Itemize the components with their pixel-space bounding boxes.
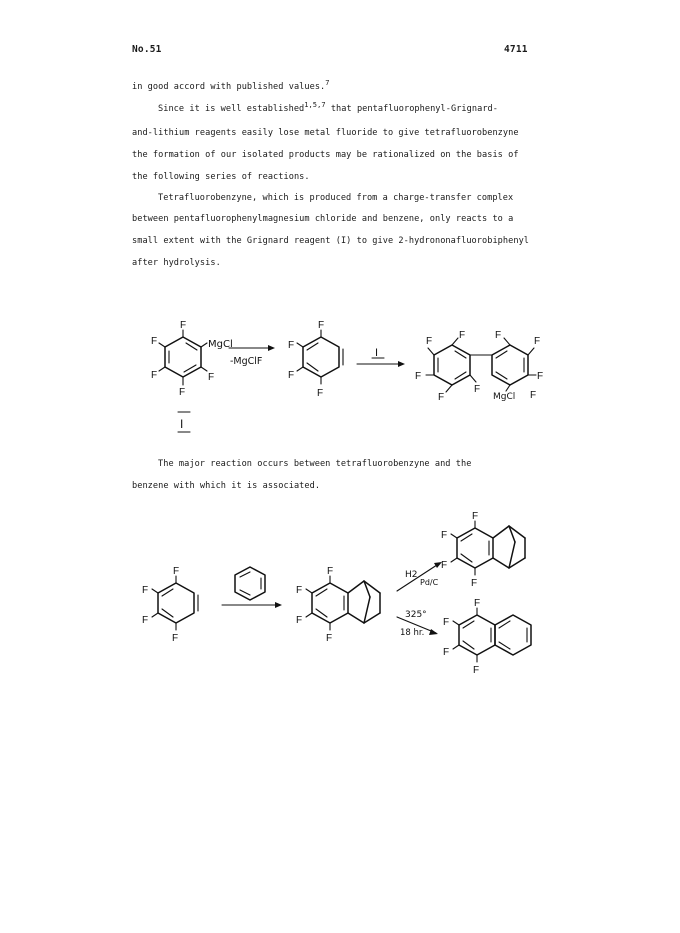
reagent-label: -MgClF <box>230 356 263 367</box>
atom-label: F <box>459 330 466 341</box>
atom-label: F <box>151 336 158 347</box>
catalyst-label: Pd/C <box>420 578 439 587</box>
atom-label: F <box>441 530 448 541</box>
atom-label: F <box>426 336 433 347</box>
reagent-label: H2 <box>405 570 418 580</box>
atom-label: F <box>142 585 149 596</box>
atom-label: F <box>173 566 180 577</box>
atom-label: F <box>441 560 448 571</box>
tetrafluorobenzyne-structure <box>288 320 343 399</box>
reference-superscript: 1,5,7 <box>304 101 326 109</box>
atom-label: F <box>474 384 481 395</box>
body-text-line: the following series of reactions. <box>132 172 310 182</box>
atom-label: F <box>288 370 295 381</box>
issue-number: No.51 <box>132 44 162 55</box>
body-text-line: Tetrafluorobenzyne, which is produced from a charge-transfer complex <box>158 193 514 203</box>
atom-label: F <box>473 665 480 676</box>
atom-label: F <box>318 320 325 331</box>
atom-label: F <box>151 370 158 381</box>
reagent-label: I <box>375 347 379 359</box>
atom-label: F <box>288 340 295 351</box>
atom-label: F <box>537 371 544 382</box>
benzobarrelene-adduct-structure <box>296 566 380 644</box>
atom-label: F <box>142 615 149 626</box>
substituent-label: MgCl <box>493 392 516 402</box>
body-text-line: in good accord with published values.$^7$ <box>132 79 330 92</box>
body-text-line: benzene with which it is associated. <box>132 481 321 491</box>
atom-label: F <box>180 320 187 331</box>
time-label: 18 hr. <box>400 628 425 638</box>
tetrafluoronaphthalene-structure <box>443 598 531 676</box>
atom-label: F <box>326 633 333 644</box>
reaction-scheme-2 <box>0 505 680 695</box>
reference-superscript: 7 <box>325 79 330 87</box>
body-text-line: Since it is well established$^{1,5,7}$ that pentafluorophenyl-Grignard- <box>158 101 498 114</box>
atom-label: F <box>317 388 324 399</box>
body-text-line: The major reaction occurs between tetrafluorobenzyne and the <box>158 459 472 469</box>
pentafluorophenyl-grignard-structure <box>151 320 233 432</box>
hydrogenated-adduct-structure <box>441 511 525 589</box>
atom-label: F <box>443 647 450 658</box>
atom-label: F <box>438 392 445 403</box>
page-number: 4711 <box>504 44 528 55</box>
biphenyl-grignard-structure <box>415 330 543 403</box>
body-text-line: small extent with the Grignard reagent (I) to give 2-hydrononafluorobiphenyl <box>132 236 530 246</box>
atom-label: F <box>534 336 541 347</box>
body-text-line: and-lithium reagents easily lose metal fluoride to give tetrafluorobenzyne <box>132 128 519 138</box>
atom-label: F <box>179 387 186 398</box>
compound-number: I <box>180 417 184 431</box>
tetrafluorobenzyne-structure <box>142 566 198 644</box>
atom-label: F <box>172 633 179 644</box>
atom-label: F <box>296 615 303 626</box>
body-text-line: the formation of our isolated products may be rationalized on the basis of <box>132 150 519 160</box>
substituent-label: MgCl <box>208 339 233 350</box>
atom-label: F <box>474 598 481 609</box>
reaction-arrow-3 <box>222 602 282 608</box>
benzene-reagent <box>235 567 265 600</box>
body-text-line: after hydrolysis. <box>132 258 221 268</box>
atom-label: F <box>443 617 450 628</box>
atom-label: F <box>327 566 334 577</box>
hydrogenation-arrow <box>397 562 442 591</box>
atom-label: F <box>208 372 215 383</box>
atom-label: F <box>472 511 479 522</box>
atom-label: F <box>530 390 537 401</box>
reaction-arrow-2 <box>357 347 405 367</box>
atom-label: F <box>495 330 502 341</box>
atom-label: F <box>296 585 303 596</box>
atom-label: F <box>471 578 478 589</box>
pyrolysis-arrow <box>397 610 438 638</box>
reaction-scheme-1 <box>0 300 680 450</box>
temperature-label: 325° <box>405 610 427 620</box>
reaction-arrow-1 <box>229 345 275 367</box>
atom-label: F <box>415 371 422 382</box>
body-text-line: between pentafluorophenylmagnesium chloride and benzene, only reacts to a <box>132 214 514 224</box>
